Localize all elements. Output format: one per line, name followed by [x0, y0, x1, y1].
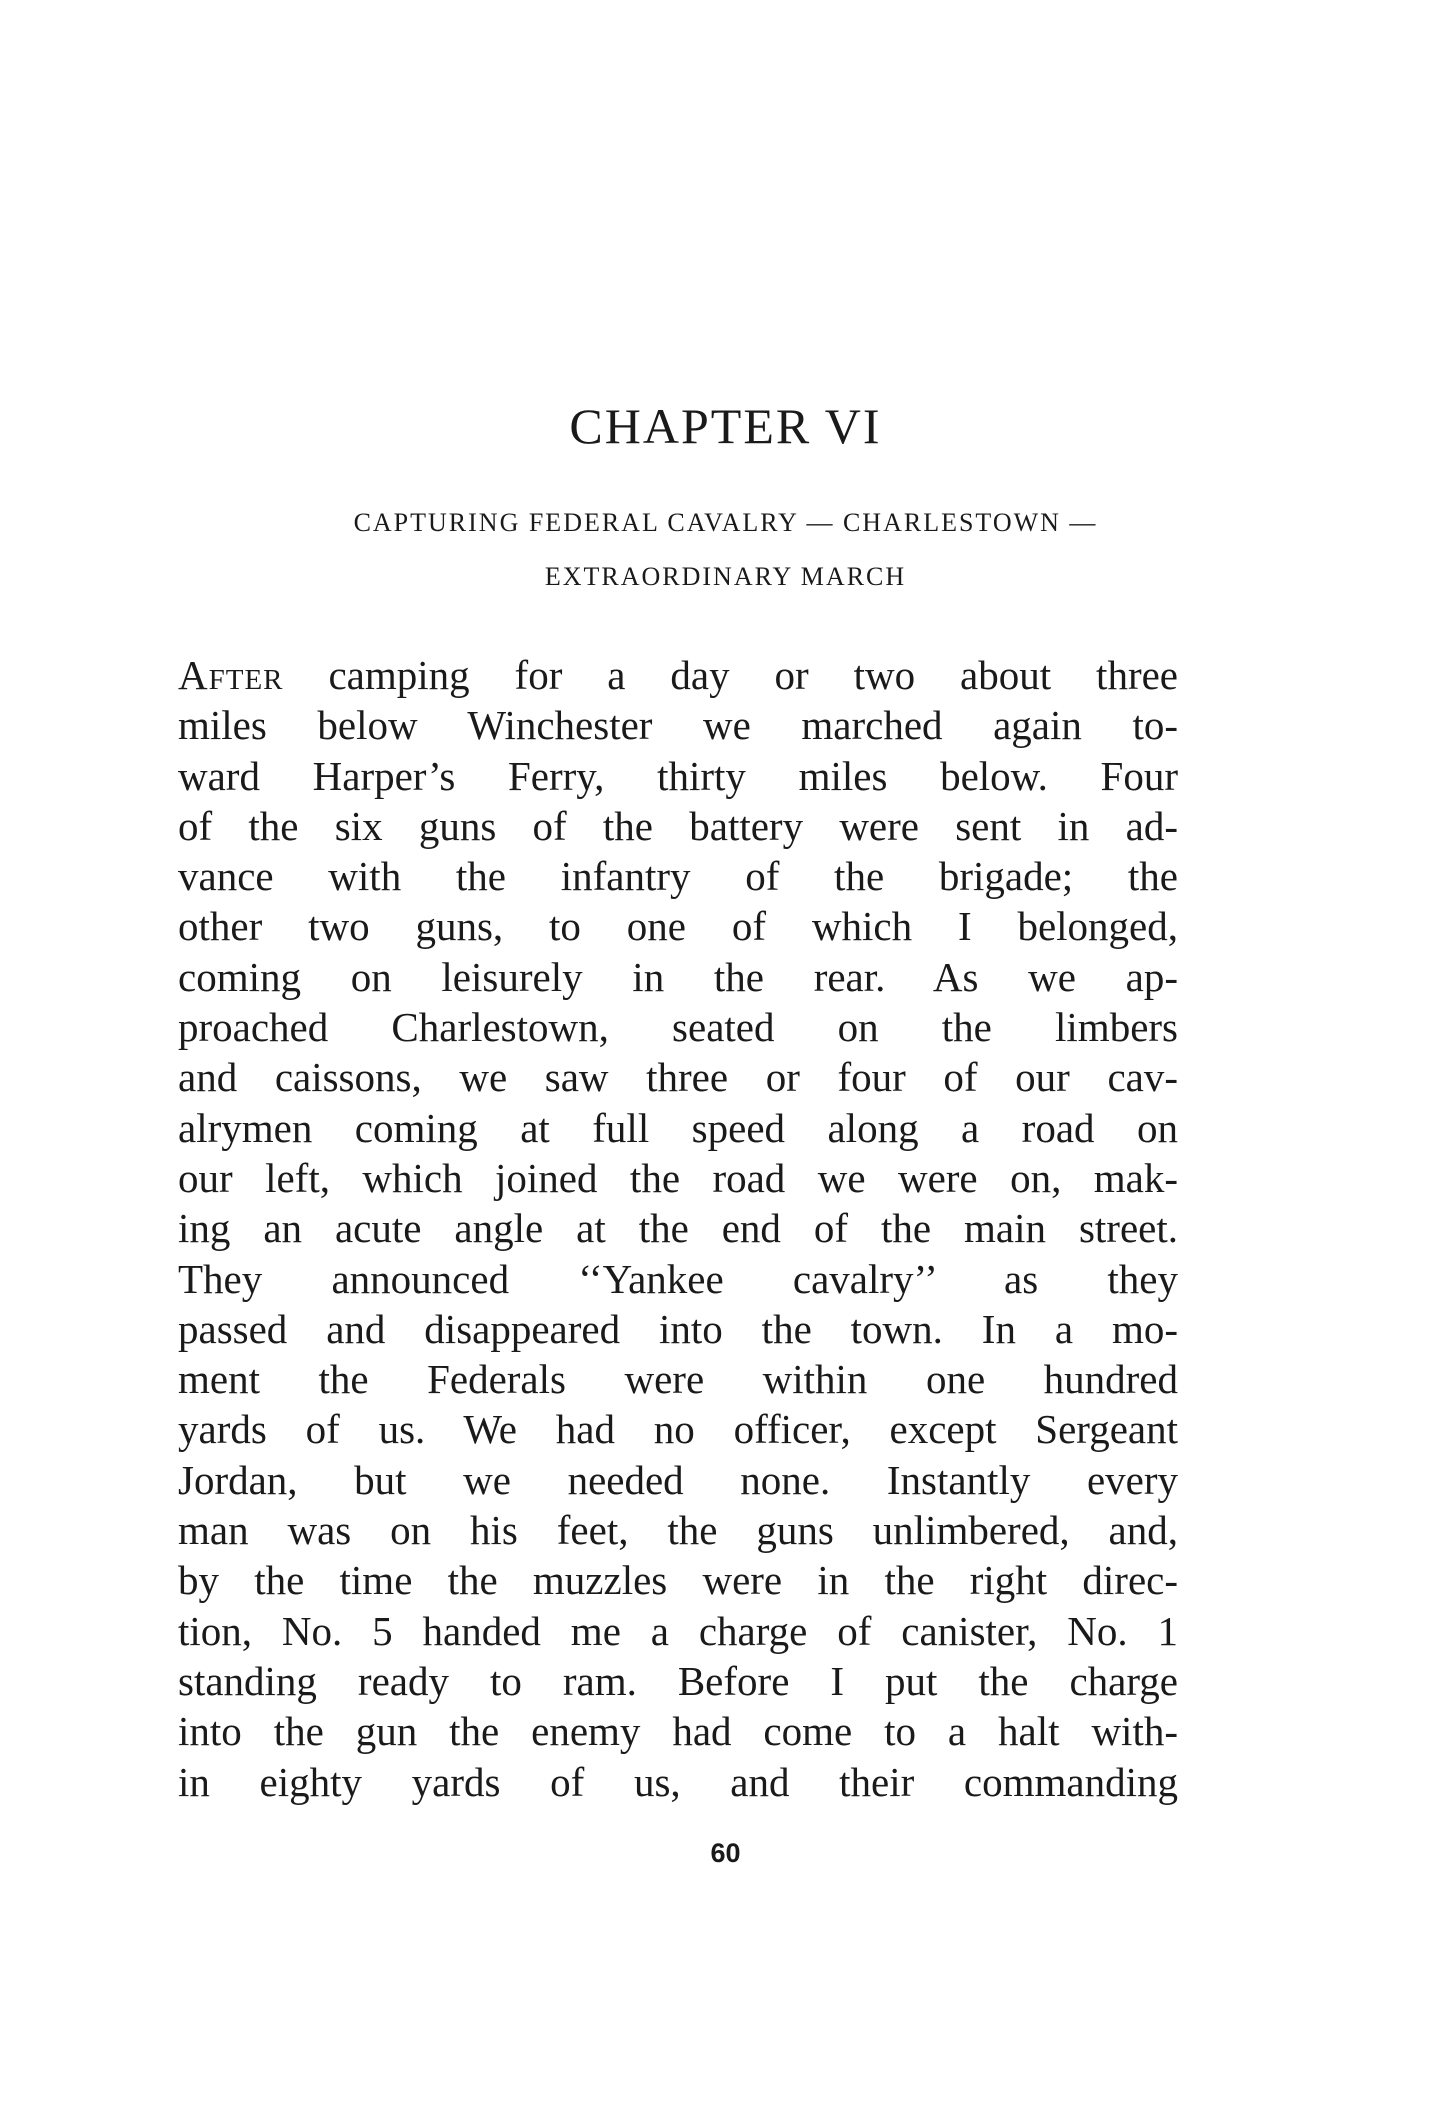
text-line: ment the Federals were within one hundred	[178, 1356, 1178, 1403]
lead-word: After	[178, 652, 284, 698]
text-line: proached Charlestown, seated on the limbers	[178, 1004, 1178, 1051]
text-line-rest: camping for a day or two about three	[283, 652, 1178, 698]
text-line: vance with the infantry of the brigade; the	[178, 853, 1178, 900]
text-line: in eighty yards of us, and their commanding	[178, 1758, 1178, 1805]
text-line: tion, No. 5 handed me a charge of canister, No. 1	[178, 1607, 1178, 1654]
text-line: other two guns, to one of which I belonged,	[178, 903, 1178, 950]
text-line: Jordan, but we needed none. Instantly every	[178, 1456, 1178, 1503]
text-line: into the gun the enemy had come to a halt with-	[178, 1708, 1178, 1755]
text-line: of the six guns of the battery were sent in ad-	[178, 802, 1178, 849]
text-line: alrymen coming at full speed along a road on	[178, 1104, 1178, 1151]
text-line: ing an acute angle at the end of the main street.	[178, 1205, 1178, 1252]
chapter-title: CHAPTER VI	[569, 398, 882, 454]
text-line: by the time the muzzles were in the right direc-	[178, 1557, 1178, 1604]
text-line: miles below Winchester we marched again to-	[178, 702, 1178, 749]
body-paragraph	[178, 650, 1178, 1807]
text-line	[178, 650, 1178, 700]
chapter-subtitle-line-2: EXTRAORDINARY MARCH	[544, 562, 907, 591]
text-line: yards of us. We had no officer, except Sergeant	[178, 1406, 1178, 1453]
text-line: ward Harper’s Ferry, thirty miles below. Four	[178, 752, 1178, 799]
text-line: standing ready to ram. Before I put the charge	[178, 1657, 1178, 1704]
text-line: man was on his feet, the guns unlimbered, and,	[178, 1507, 1178, 1554]
chapter-subtitle-line-1: CAPTURING FEDERAL CAVALRY — CHARLESTOWN —	[353, 508, 1098, 537]
page-number: 60	[710, 1838, 741, 1868]
text-line: They announced ‘‘Yankee cavalry’’ as they	[178, 1255, 1178, 1302]
text-line: passed and disappeared into the town. In a mo-	[178, 1305, 1178, 1352]
text-line: coming on leisurely in the rear. As we ap-	[178, 953, 1178, 1000]
text-line: and caissons, we saw three or four of our cav-	[178, 1054, 1178, 1101]
text-line: our left, which joined the road we were on, mak-	[178, 1154, 1178, 1201]
